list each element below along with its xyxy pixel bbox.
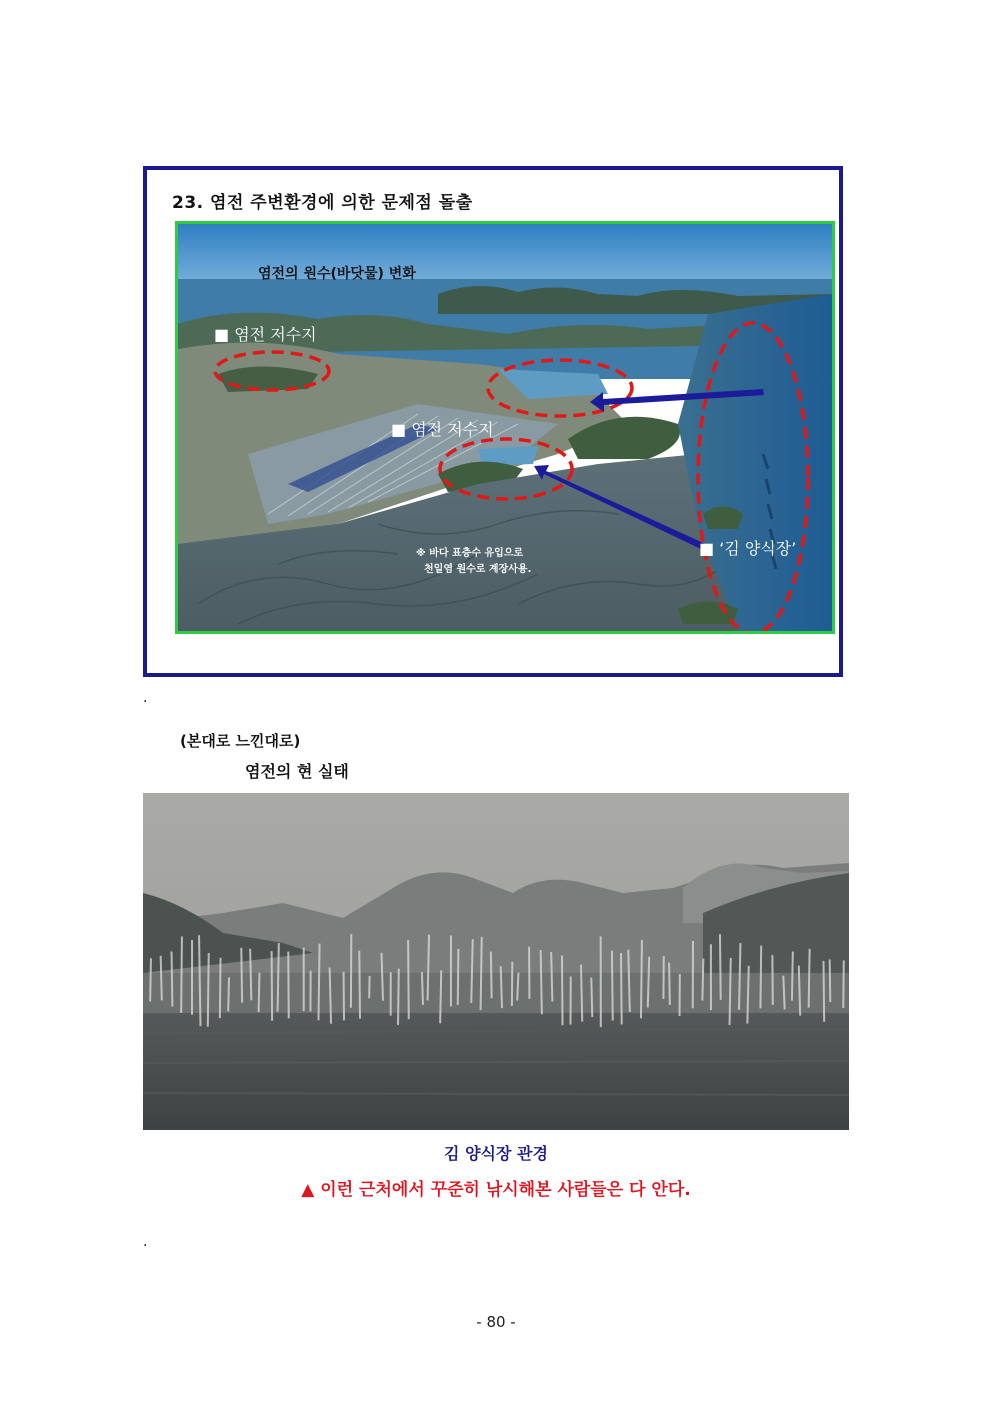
pole: [172, 951, 173, 1006]
pole: [702, 959, 703, 1001]
pole: [440, 970, 441, 1023]
section-title: 염전의 현 실태: [245, 762, 349, 781]
pole: [481, 937, 482, 1010]
pole: [641, 940, 642, 1018]
pole: [799, 966, 800, 1016]
page-number: - 80 -: [476, 1313, 516, 1331]
pole: [720, 934, 721, 1000]
pole: [250, 949, 251, 1001]
pole: [830, 959, 831, 1002]
pole: [621, 953, 622, 1024]
label-reservoir-1: ■ 염전 저수지: [214, 325, 317, 344]
note-line-1: ※ 바다 표층수 유입으로: [416, 548, 524, 559]
aerial-photo-illustration: [178, 224, 832, 631]
photo-caption: 김 양식장 관경: [444, 1144, 548, 1163]
pole: [422, 972, 423, 1005]
pole: [730, 958, 731, 1025]
pole: [581, 965, 582, 1022]
pole: [278, 943, 279, 1011]
pole: [551, 952, 552, 1002]
pole: [792, 952, 793, 1001]
pole: [330, 967, 331, 1023]
pole: [739, 943, 740, 1010]
pole: [783, 976, 784, 1010]
pole: [228, 977, 229, 1011]
pole: [562, 955, 563, 1025]
pole: [181, 936, 182, 1013]
pole: [612, 951, 613, 1021]
label-reservoir-2: ■ 염전 저수지: [391, 420, 494, 439]
pole: [517, 973, 518, 1001]
aerial-photo: [175, 221, 835, 634]
pole: [150, 958, 151, 1001]
pole: [501, 966, 502, 1008]
pole: [208, 953, 209, 1027]
note-line-2: 천일염 원수로 계장사용.: [424, 564, 532, 575]
figure-title: 23. 염전 주변환경에 의한 문제점 돌출: [172, 193, 473, 213]
pole: [541, 950, 542, 1014]
warning-text: ▲ 이런 근처에서 꾸준히 낚시해본 사람들은 다 안다.: [301, 1180, 691, 1200]
pole: [199, 935, 200, 1026]
paragraph-dot: .: [143, 690, 148, 706]
pole: [408, 940, 409, 1019]
overlay-heading: 염전의 원수(바닷물) 변화: [258, 266, 416, 282]
pole: [491, 952, 492, 999]
pole: [318, 944, 319, 1021]
pole: [809, 949, 810, 1008]
paragraph-dot: .: [143, 1234, 148, 1250]
seaweed-farm-illustration: [143, 793, 849, 1130]
pole: [359, 951, 360, 1019]
seaweed-farm-photo: [143, 793, 849, 1130]
pole: [747, 966, 748, 1024]
pole: [259, 973, 260, 1012]
pole: [398, 969, 399, 1025]
pole: [591, 978, 592, 1018]
sub-heading: (본대로 느낀대로): [180, 732, 301, 750]
pole: [669, 963, 670, 1005]
pole: [824, 961, 825, 1022]
pole: [760, 946, 761, 1009]
pole: [161, 956, 162, 1001]
pole: [220, 958, 221, 1018]
pole: [458, 949, 459, 1005]
pole: [241, 948, 242, 1003]
label-seaweed-farm: ■ ‘김 양식장’: [699, 539, 797, 558]
